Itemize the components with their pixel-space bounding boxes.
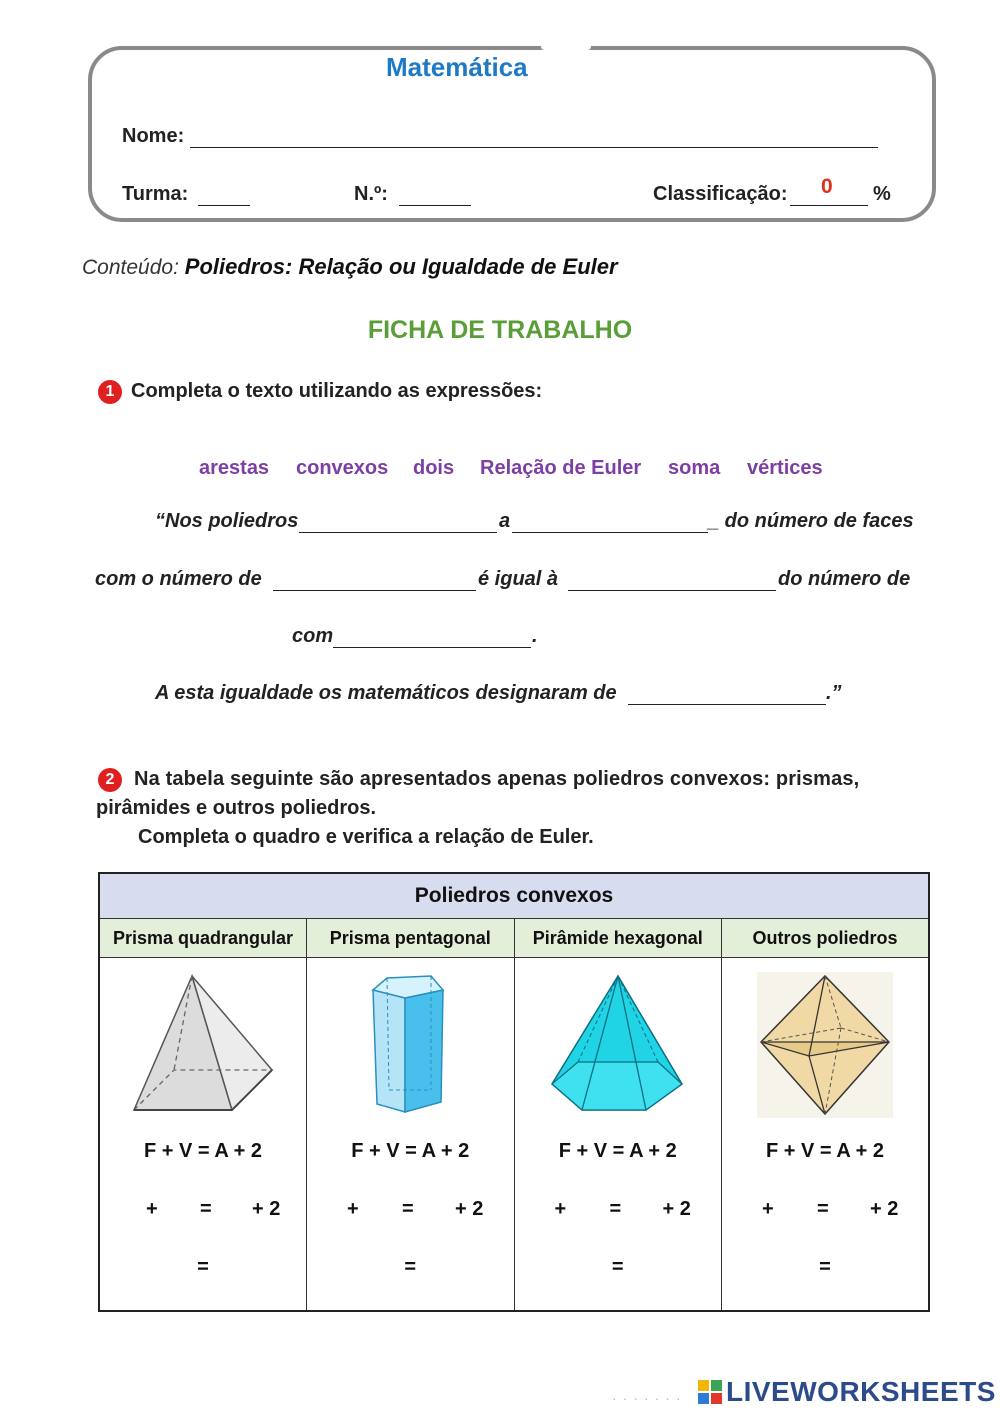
percent-sign: % — [873, 183, 891, 205]
name-input-line[interactable] — [190, 147, 878, 148]
equals-sign: = — [200, 1198, 212, 1220]
plus-two: + 2 — [870, 1198, 899, 1220]
liveworksheets-logo-icon — [698, 1380, 722, 1404]
content-line — [82, 254, 618, 280]
quadrangular-pyramid-icon — [128, 972, 278, 1118]
text-fragment: “Nos poliedros — [155, 510, 299, 532]
column-header: Pirâmide hexagonal — [514, 919, 722, 958]
result-equals: = — [819, 1256, 831, 1278]
text-fragment: do número de — [778, 568, 911, 590]
text-fragment: . — [532, 625, 538, 647]
question-2-instruction-line2: pirâmides e outros poliedros. — [96, 797, 377, 819]
question-1-badge: 1 — [98, 380, 122, 404]
text-fragment: .” — [826, 682, 842, 704]
table-cell — [99, 958, 307, 1312]
result-equals: = — [404, 1256, 417, 1278]
table-title: Poliedros convexos — [99, 873, 929, 919]
question-2-instruction-line1: Na tabela seguinte são apresentados apenas poliedros convexos: prismas, — [134, 768, 860, 790]
content-label: Conteúdo: — [82, 256, 179, 279]
euler-formula: F + V = A + 2 — [765, 1140, 885, 1162]
hexagonal-pyramid-icon — [548, 972, 688, 1118]
text-fragment: _ do número de faces — [708, 510, 914, 532]
header-notch — [541, 40, 591, 54]
class-label: Turma: — [122, 183, 189, 205]
liveworksheets-brand[interactable]: LIVEWORKSHEETS — [726, 1376, 996, 1407]
octahedron-icon — [755, 972, 895, 1118]
text-fragment: a — [499, 510, 511, 532]
class-input-line[interactable] — [198, 205, 250, 206]
plus-two: + 2 — [662, 1198, 691, 1220]
question-1-instruction: Completa o texto utilizando as expressões: — [131, 380, 543, 402]
table-cell — [722, 958, 930, 1312]
answer-blank-4[interactable] — [568, 590, 776, 591]
answer-blank-2[interactable] — [512, 532, 708, 533]
table-cell — [514, 958, 722, 1312]
text-fragment: A esta igualdade os matemáticos designaram de — [155, 682, 617, 704]
word-bank-item[interactable]: soma — [668, 457, 721, 479]
grade-value[interactable]: 0 — [821, 175, 833, 198]
euler-formula: F + V = A + 2 — [143, 1140, 263, 1162]
worksheet-title: FICHA DE TRABALHO — [367, 316, 633, 344]
column-header: Prisma pentagonal — [307, 919, 515, 958]
footer-dots: ······· — [612, 1390, 687, 1406]
equals-sign: = — [402, 1198, 414, 1220]
answer-blank-1[interactable] — [299, 532, 497, 533]
subject-title: Matemática — [386, 52, 528, 82]
result-equals: = — [611, 1256, 624, 1278]
grade-label: Classificação: — [653, 183, 788, 205]
plus-two: + 2 — [252, 1198, 281, 1220]
equals-sign: = — [817, 1198, 829, 1220]
plus-sign: + — [762, 1198, 774, 1220]
number-label: N.º: — [354, 183, 388, 205]
euler-formula: F + V = A + 2 — [558, 1140, 677, 1162]
plus-sign: + — [347, 1198, 359, 1220]
text-fragment: com — [292, 625, 334, 647]
content-topic: Poliedros: Relação ou Igualdade de Euler — [184, 254, 618, 279]
word-bank-item[interactable]: dois — [413, 457, 455, 479]
text-fragment: é igual à — [478, 568, 559, 590]
number-input-line[interactable] — [399, 205, 471, 206]
polyhedra-table — [98, 872, 930, 1312]
result-equals: = — [197, 1256, 209, 1278]
plus-sign: + — [146, 1198, 158, 1220]
answer-blank-3[interactable] — [273, 590, 476, 591]
column-header: Prisma quadrangular — [99, 919, 307, 958]
plus-sign: + — [554, 1198, 567, 1220]
answer-blank-6[interactable] — [628, 704, 826, 705]
question-2-instruction-line3: Completa o quadro e verifica a relação de Euler. — [138, 826, 594, 848]
plus-two: + 2 — [455, 1198, 484, 1220]
question-2-badge: 2 — [98, 768, 122, 792]
equals-sign: = — [609, 1198, 622, 1220]
word-bank-item[interactable]: vértices — [747, 457, 823, 479]
answer-blank-5[interactable] — [333, 647, 531, 648]
table-cell — [307, 958, 515, 1312]
word-bank-item[interactable]: convexos — [296, 457, 389, 479]
word-bank-item[interactable]: arestas — [199, 457, 270, 479]
pentagonal-prism-icon — [365, 972, 455, 1118]
text-fragment: com o número de — [95, 568, 262, 590]
euler-formula: F + V = A + 2 — [351, 1140, 470, 1162]
grade-input-line[interactable] — [790, 205, 868, 206]
word-bank-item[interactable]: Relação de Euler — [480, 457, 642, 479]
column-header: Outros poliedros — [722, 919, 930, 958]
name-label: Nome: — [122, 125, 185, 147]
